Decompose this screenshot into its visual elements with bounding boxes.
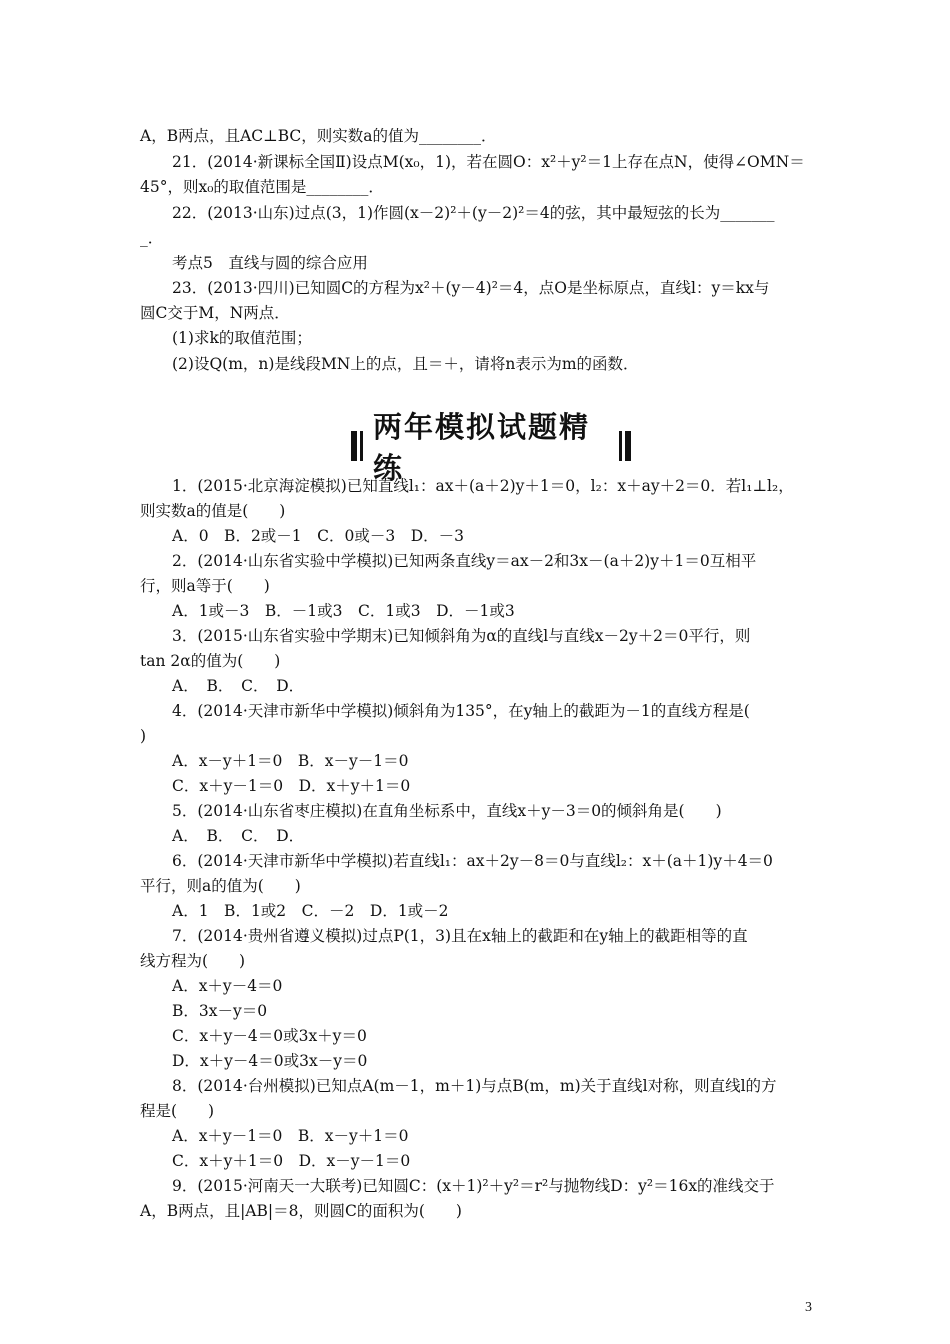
text-line: 45°，则x₀的取值范围是________． <box>140 178 384 196</box>
options-line: A． B． C． D． <box>172 827 305 845</box>
question-2: 2．(2014·山东省实验中学模拟)已知两条直线y＝ax－2和3x－(a＋2)y＋1＝0互相平 <box>172 552 757 570</box>
question-23: 23．(2013·四川)已知圆C的方程为x²＋(y－4)²＝4，点O是坐标原点，直线l：y＝kx与 <box>172 279 770 297</box>
text-line: 线方程为( ) <box>140 952 246 970</box>
options-line: A．1或－3 B．－1或3 C．1或3 D．－1或3 <box>172 602 515 620</box>
options-line: C．x＋y＋1＝0 D．x－y－1＝0 <box>172 1152 411 1170</box>
text-line: 圆C交于M，N两点． <box>140 304 290 322</box>
option-d: D．x＋y－4＝0或3x－y＝0 <box>172 1052 368 1070</box>
question-1: 1．(2015·北京海淀模拟)已知直线l₁：ax＋(a＋2)y＋1＝0，l₂：x＋ay＋2＝0．若l₁⊥l₂， <box>172 477 794 495</box>
question-6: 6．(2014·天津市新华中学模拟)若直线l₁：ax＋2y－8＝0与直线l₂：x＋(a＋1)y＋4＝0 <box>172 852 773 870</box>
section-title <box>341 410 641 485</box>
question-21: 21．(2014·新课标全国Ⅱ)设点M(x₀，1)，若在圆O：x²＋y²＝1上存在点N，使得∠OMN＝ <box>172 153 805 171</box>
text-line: tan 2α的值为( ) <box>140 652 281 670</box>
section-title-text: 两年模拟试题精练 <box>373 410 591 485</box>
question-22: 22．(2013·山东)过点(3，1)作圆(x－2)²＋(y－2)²＝4的弦，其中最短弦的长为_______ <box>172 204 775 222</box>
question-5: 5．(2014·山东省枣庄模拟)在直角坐标系中，直线x＋y－3＝0的倾斜角是( ) <box>172 802 722 820</box>
text-line: 则实数a的值是( ) <box>140 502 286 520</box>
option-c: C．x＋y－4＝0或3x＋y＝0 <box>172 1027 367 1045</box>
text-line: 平行，则a的值为( ) <box>140 877 301 895</box>
text-line: 行，则a等于( ) <box>140 577 270 595</box>
options-line: A．x－y＋1＝0 B．x－y－1＝0 <box>172 752 409 770</box>
options-line: A．1 B．1或2 C．－2 D．1或－2 <box>172 902 449 920</box>
text-line: ) <box>140 727 147 745</box>
options-line: A． B． C． D． <box>172 677 305 695</box>
text-line: A，B两点，且AC⊥BC，则实数a的值为________． <box>140 127 497 145</box>
question-7: 7．(2014·贵州省遵义模拟)过点P(1，3)且在x轴上的截距和在y轴上的截距相等的直 <box>172 927 748 945</box>
option-a: A．x＋y－4＝0 <box>172 977 283 995</box>
title-bars-left <box>351 431 363 461</box>
question-3: 3．(2015·山东省实验中学期末)已知倾斜角为α的直线l与直线x－2y＋2＝0平行，则 <box>172 627 751 645</box>
text-line: _． <box>140 229 164 247</box>
page-number: 3 <box>805 1300 812 1315</box>
text-line: 程是( ) <box>140 1102 215 1120</box>
title-bars-right <box>619 431 631 461</box>
question-4: 4．(2014·天津市新华中学模拟)倾斜角为135°，在y轴上的截距为－1的直线方程是( <box>172 702 750 720</box>
topic-heading: 考点5 直线与圆的综合应用 <box>172 254 368 272</box>
option-b: B．3x－y＝0 <box>172 1002 268 1020</box>
sub-question-2: (2)设Q(m，n)是线段MN上的点，且＝＋，请将n表示为m的函数． <box>172 355 639 373</box>
question-8: 8．(2014·台州模拟)已知点A(m－1，m＋1)与点B(m，m)关于直线l对称，则直线l的方 <box>172 1077 777 1095</box>
options-line: A．0 B．2或－1 C．0或－3 D．－3 <box>172 527 465 545</box>
options-line: A．x＋y－1＝0 B．x－y＋1＝0 <box>172 1127 409 1145</box>
text-line: A，B两点，且|AB|＝8，则圆C的面积为( ) <box>140 1202 462 1220</box>
question-9: 9．(2015·河南天一大联考)已知圆C：(x＋1)²＋y²＝r²与抛物线D：y²＝16x的准线交于 <box>172 1177 775 1195</box>
options-line: C．x＋y－1＝0 D．x＋y＋1＝0 <box>172 777 411 795</box>
sub-question-1: (1)求k的取值范围； <box>172 329 312 347</box>
